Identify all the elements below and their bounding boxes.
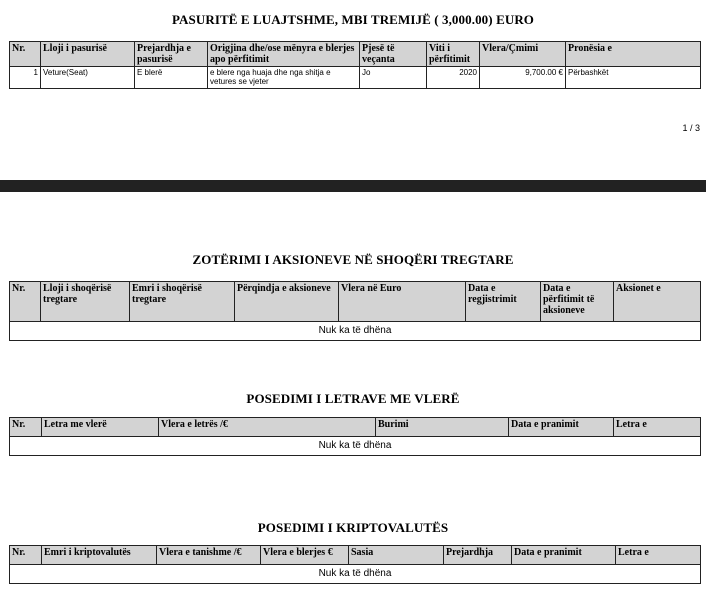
header-nr: Nr. bbox=[10, 418, 42, 437]
header-company-type: Lloji i shoqërisë tregtare bbox=[41, 282, 130, 322]
cell-acquisition-method: e blere nga huaja dhe nga shitja e vetures se vjeter bbox=[208, 67, 360, 89]
page-number: 1 / 3 bbox=[682, 123, 700, 133]
header-origin: Prejardhja bbox=[444, 546, 512, 565]
cell-value-price: 9,700.00 € bbox=[480, 67, 566, 89]
empty-row bbox=[10, 322, 701, 341]
no-data-text: Nuk ka të dhëna bbox=[10, 322, 701, 341]
page-divider bbox=[0, 180, 706, 192]
header-value-euro: Vlera në Euro bbox=[339, 282, 466, 322]
cell-asset-origin: E blerë bbox=[135, 67, 208, 89]
header-acquisition-year: Viti i përfitimit bbox=[427, 42, 480, 67]
table-row bbox=[10, 67, 701, 89]
section-title-securities: POSEDIMI I LETRAVE ME VLERË bbox=[246, 391, 460, 406]
crypto-table bbox=[9, 545, 701, 584]
header-asset-origin: Prejardhja e pasurisë bbox=[135, 42, 208, 67]
empty-row bbox=[10, 565, 701, 584]
cell-special-parts: Jo bbox=[360, 67, 427, 89]
empty-row bbox=[10, 437, 701, 456]
section-title-shares: ZOTËRIMI I AKSIONEVE NË SHOQËRI TREGTARE bbox=[192, 252, 514, 267]
header-special-parts: Pjesë të veçanta bbox=[360, 42, 427, 67]
cell-nr: 1 bbox=[10, 67, 41, 89]
cell-ownership: Përbashkët bbox=[566, 67, 701, 89]
header-crypto-name: Emri i kriptovalutës bbox=[42, 546, 157, 565]
movable-assets-table bbox=[9, 41, 701, 89]
section-title-crypto: POSEDIMI I KRIPTOVALUTËS bbox=[257, 520, 449, 535]
header-crypto-of: Letra e bbox=[616, 546, 701, 565]
header-share-percentage: Përqindja e aksioneve bbox=[235, 282, 339, 322]
header-receipt-date: Data e pranimit bbox=[509, 418, 614, 437]
shares-table bbox=[9, 281, 701, 341]
header-purchase-value: Vlera e blerjes € bbox=[261, 546, 349, 565]
cell-acquisition-year: 2020 bbox=[427, 67, 480, 89]
header-security-of: Letra e bbox=[614, 418, 701, 437]
header-asset-type: Lloji i pasurisë bbox=[41, 42, 135, 67]
header-value-price: Vlera/Çmimi bbox=[480, 42, 566, 67]
securities-table bbox=[9, 417, 701, 456]
header-shares-acquired-date: Data e përfitimit të aksioneve bbox=[541, 282, 614, 322]
no-data-text: Nuk ka të dhëna bbox=[10, 565, 701, 584]
header-company-name: Emri i shoqërisë tregtare bbox=[130, 282, 235, 322]
header-security: Letra me vlerë bbox=[42, 418, 159, 437]
section-title-movable-assets: PASURITË E LUAJTSHME, MBI TREMIJË ( 3,000.00) EURO bbox=[171, 12, 535, 27]
header-shares-of: Aksionet e bbox=[614, 282, 701, 322]
header-current-value: Vlera e tanishme /€ bbox=[157, 546, 261, 565]
header-source: Burimi bbox=[376, 418, 509, 437]
header-registration-date: Data e regjistrimit bbox=[466, 282, 541, 322]
header-nr: Nr. bbox=[10, 282, 41, 322]
header-security-value: Vlera e letrës /€ bbox=[159, 418, 376, 437]
header-quantity: Sasia bbox=[349, 546, 444, 565]
cell-asset-type: Veture(Seat) bbox=[41, 67, 135, 89]
header-nr: Nr. bbox=[10, 546, 42, 565]
header-acquisition-method: Origjina dhe/ose mënyra e blerjes apo përfitimit bbox=[208, 42, 360, 67]
header-ownership: Pronësia e bbox=[566, 42, 701, 67]
header-nr: Nr. bbox=[10, 42, 41, 67]
header-receipt-date: Data e pranimit bbox=[512, 546, 616, 565]
no-data-text: Nuk ka të dhëna bbox=[10, 437, 701, 456]
